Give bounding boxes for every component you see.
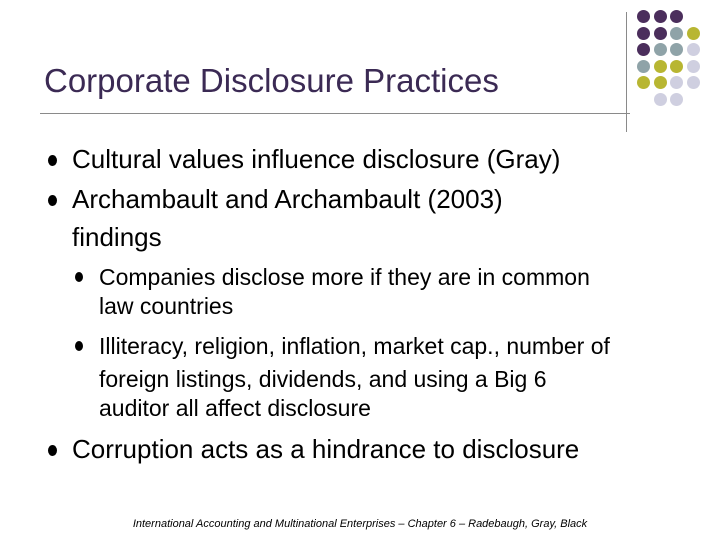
decorative-dot	[637, 27, 650, 40]
decorative-dot	[654, 27, 667, 40]
decorative-dot	[687, 76, 700, 89]
bullet-3-text: Corruption acts as a hindrance to disclosure	[72, 434, 580, 464]
sub-bullet-1-line1: Companies disclose more if they are in common	[99, 264, 590, 290]
vertical-rule	[626, 12, 627, 132]
bullet-3-marker	[48, 445, 57, 456]
sub-bullet-2-line2: foreign listings, dividends, and using a Big 6	[99, 366, 547, 392]
bullet-2-marker	[48, 195, 57, 206]
decorative-dot	[654, 93, 667, 106]
decorative-dot	[670, 76, 683, 89]
sub-bullet-2-line3: auditor all affect disclosure	[99, 395, 371, 421]
sub-bullet-1-marker	[75, 272, 83, 282]
slide-title: Corporate Disclosure Practices	[44, 62, 499, 99]
decorative-dot	[654, 10, 667, 23]
decorative-dot	[670, 43, 683, 56]
bullet-1-marker	[48, 155, 57, 166]
decorative-dot	[637, 76, 650, 89]
decorative-dot	[687, 60, 700, 73]
decorative-dot	[654, 60, 667, 73]
bullet-2-text-line2: findings	[72, 222, 162, 252]
sub-bullet-2-line1: Illiteracy, religion, inflation, market cap., number of	[99, 333, 610, 359]
sub-bullet-1-line2: law countries	[99, 293, 234, 319]
decorative-dot	[637, 60, 650, 73]
decorative-dot	[637, 43, 650, 56]
decorative-dot	[670, 27, 683, 40]
title-rule	[40, 113, 630, 114]
decorative-dot	[654, 43, 667, 56]
decorative-dot	[654, 76, 667, 89]
bullet-1-text: Cultural values influence disclosure (Gray)	[72, 144, 561, 174]
decorative-dot	[687, 27, 700, 40]
sub-bullet-2-marker	[75, 341, 83, 351]
decorative-dot	[670, 93, 683, 106]
decorative-dot	[637, 10, 650, 23]
decorative-dot	[687, 43, 700, 56]
decorative-dot	[670, 60, 683, 73]
bullet-2-text-line1: Archambault and Archambault (2003)	[72, 184, 503, 214]
slide-footer: International Accounting and Multinational Enterprises – Chapter 6 – Radebaugh, Gray, Black	[132, 518, 588, 530]
decorative-dot	[670, 10, 683, 23]
